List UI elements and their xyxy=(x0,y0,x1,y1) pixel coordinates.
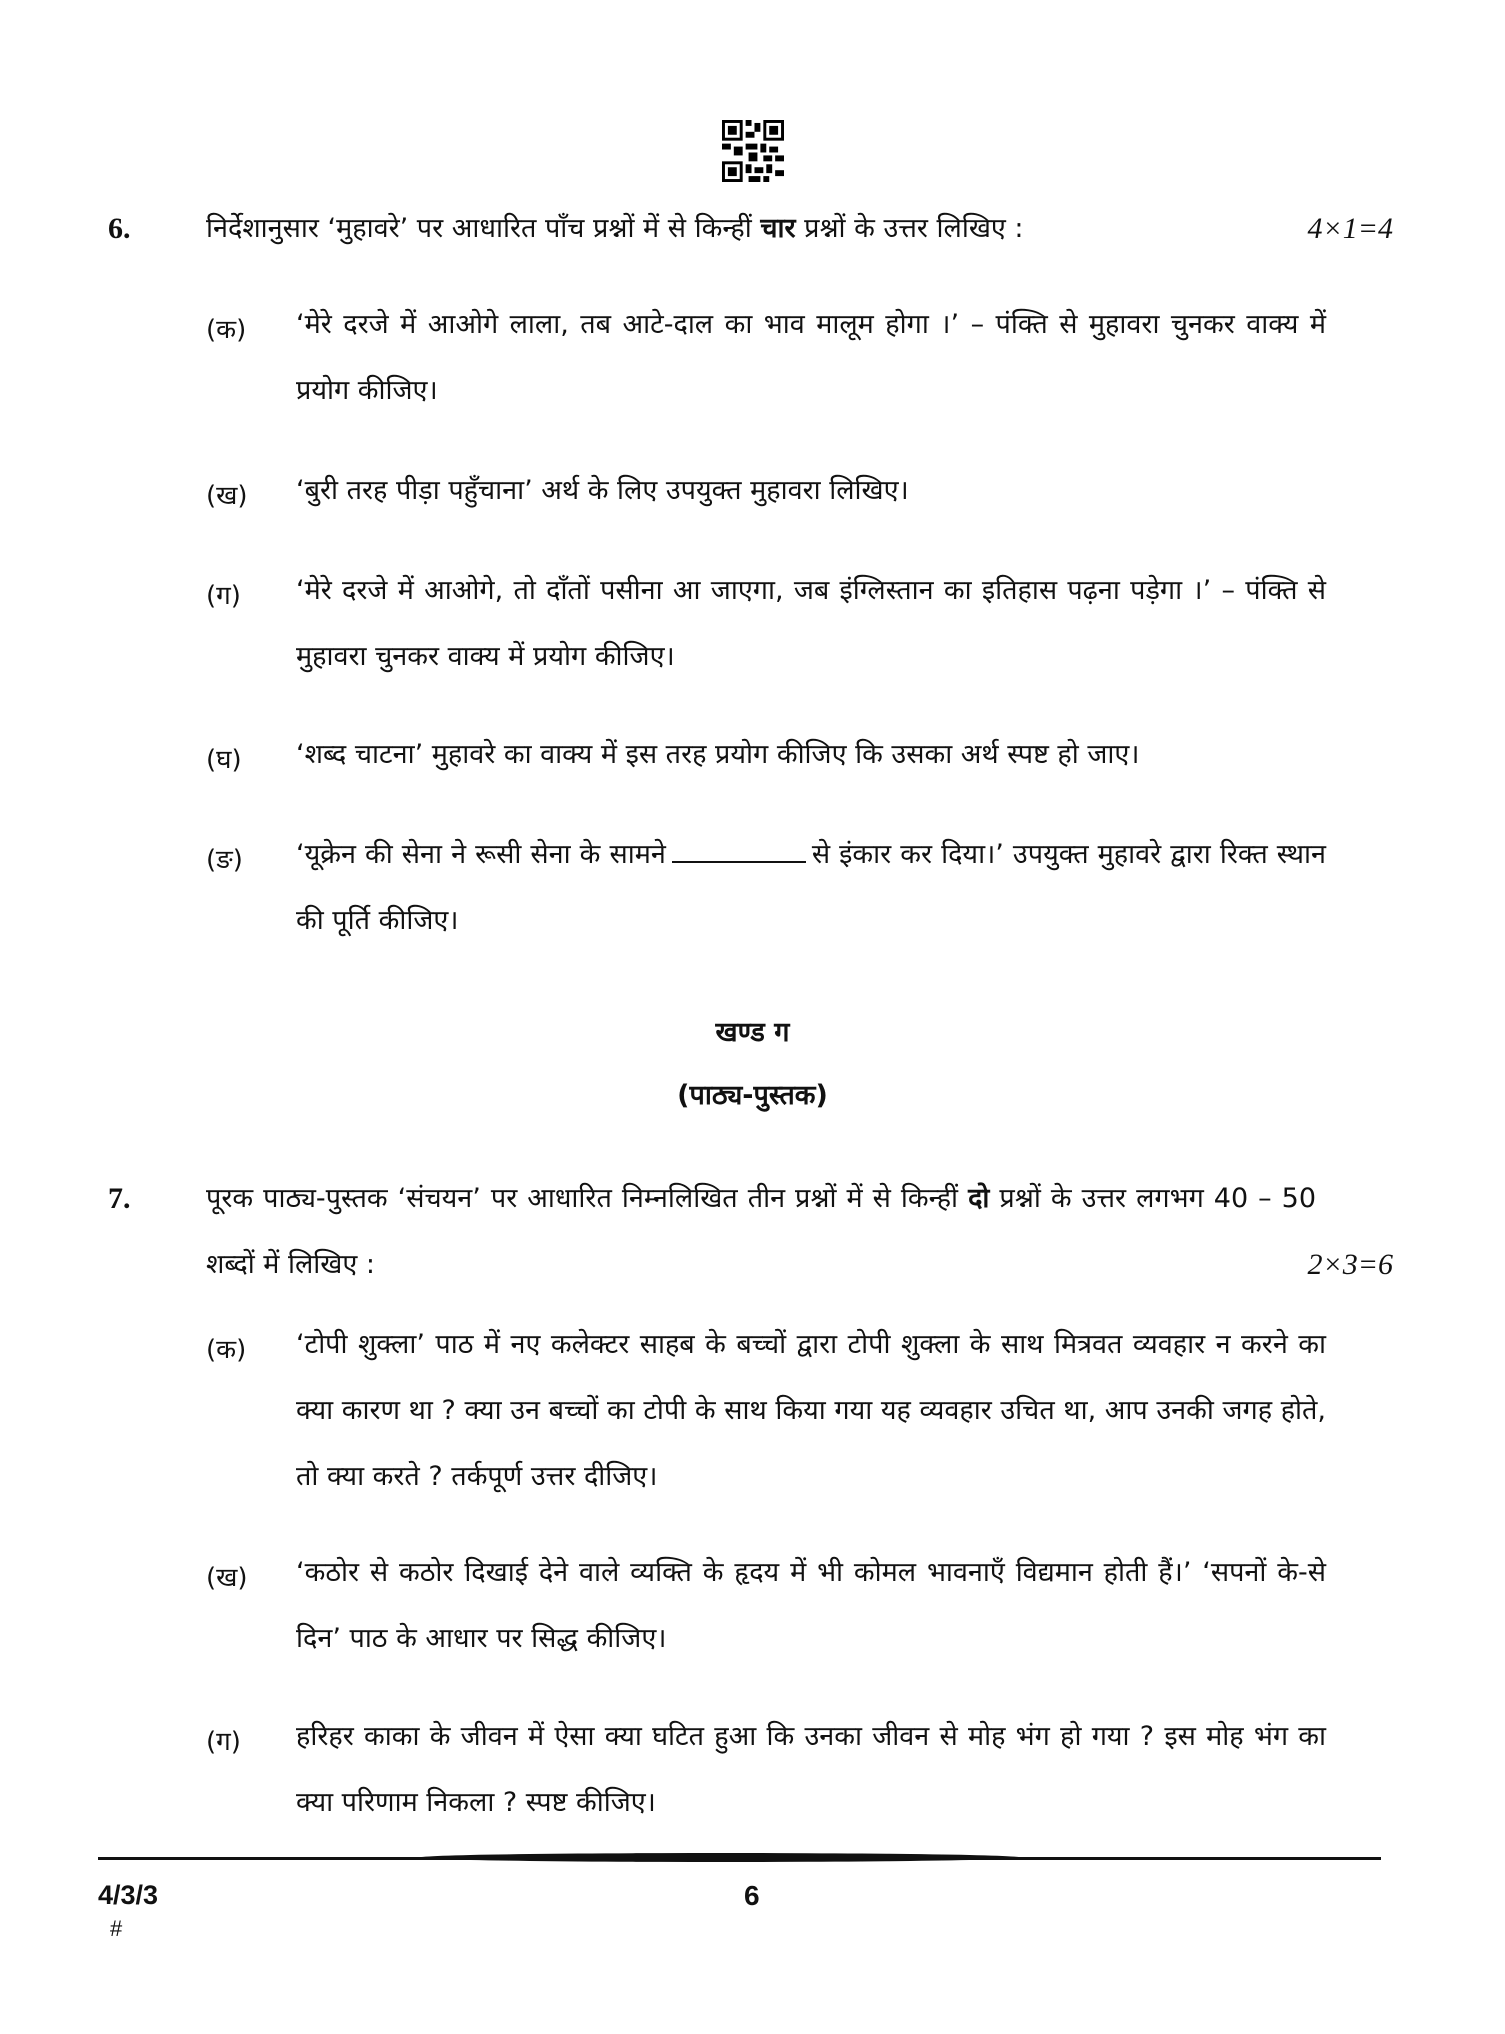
footer-divider-accent xyxy=(420,1853,1020,1862)
fill-in-text-start: ‘यूक्रेन की सेना ने रूसी सेना के सामने xyxy=(296,839,666,870)
question-7-prompt-text: पूरक पाठ्य-पुस्तक ‘संचयन’ पर आधारित निम्नलिखित तीन प्रश्नों में से किन्हीं xyxy=(206,1183,969,1214)
qr-code-icon xyxy=(722,120,784,182)
question-6-part-nga xyxy=(296,822,1326,954)
fill-in-blank xyxy=(672,839,806,863)
question-6-part-gha: ‘शब्द चाटना’ मुहावरे का वाक्य में इस तरह प्रयोग कीजिए कि उसका अर्थ स्पष्ट हो जाए। xyxy=(296,739,1140,770)
question-7-part-ga: हरिहर काका के जीवन में ऐसा क्या घटित हुआ कि उनका जीवन से मोह भंग हो गया ? इस मोह भंग का क्या परिणाम निकला ? स्पष्ट कीजिए। xyxy=(296,1721,1326,1818)
question-6-part-label: (घ) xyxy=(206,745,242,775)
question-7-part-kha: ‘कठोर से कठोर दिखाई देने वाले व्यक्ति के हृदय में भी कोमल भावनाएँ विद्यमान होती हैं।’ ‘सपनों के-से दिन’ पाठ के आधार पर सिद्ध कीजिए। xyxy=(296,1557,1326,1654)
question-7-number: 7. xyxy=(108,1182,131,1215)
question-7-prompt-emphasis: दो xyxy=(968,1183,990,1214)
section-subtitle: (पाठ्य-पुस्तक) xyxy=(677,1080,828,1111)
question-6-number: 6. xyxy=(108,212,131,245)
question-6-marks: 4×1=4 xyxy=(1307,212,1393,245)
question-7-part-label: (क) xyxy=(206,1335,247,1365)
question-6-part-label: (क) xyxy=(206,315,247,345)
question-6-prompt xyxy=(206,196,1326,262)
question-7-part-ka: ‘टोपी शुक्ला’ पाठ में नए कलेक्टर साहब के बच्चों द्वारा टोपी शुक्ला के साथ मित्रवत व्यवहार न करने का क्या कारण था ? क्या उन बच्चों का टोपी के साथ किया गया यह व्यवहार उचित था, आप उनकी जगह होते, तो क्या करते ? तर्कपूर्ण उत्तर दीजिए। xyxy=(296,1329,1326,1492)
section-title: खण्ड ग xyxy=(715,1017,790,1048)
question-7-prompt xyxy=(206,1166,1316,1298)
footer-hash-mark: # xyxy=(110,1916,123,1941)
question-6-prompt-text-end: प्रश्नों के उत्तर लिखिए : xyxy=(795,213,1024,244)
question-6-part-label: (ङ) xyxy=(206,845,243,875)
fill-in-text-end: से इंकार कर दिया।’ उपयुक्त मुहावरे द्वारा रिक्त स्थान की पूर्ति कीजिए। xyxy=(296,839,1326,936)
question-6-part-label: (ग) xyxy=(206,581,241,611)
question-7-part-label: (ख) xyxy=(206,1563,248,1593)
question-7-part-label: (ग) xyxy=(206,1727,241,1757)
page-number: 6 xyxy=(744,1880,760,1911)
question-6-part-label: (ख) xyxy=(206,481,248,511)
question-6-part-ka: ‘मेरे दरजे में आओगे लाला, तब आटे-दाल का भाव मालूम होगा ।’ – पंक्ति से मुहावरा चुनकर वाक्य में प्रयोग कीजिए। xyxy=(296,309,1326,406)
question-7-marks: 2×3=6 xyxy=(1307,1248,1393,1281)
question-6-prompt-emphasis: चार xyxy=(760,213,796,244)
question-6-prompt-text: निर्देशानुसार ‘मुहावरे’ पर आधारित पाँच प्रश्नों में से किन्हीं xyxy=(206,213,761,244)
paper-code: 4/3/3 xyxy=(98,1880,159,1910)
question-6-part-ga: ‘मेरे दरजे में आओगे, तो दाँतों पसीना आ जाएगा, जब इंग्लिस्तान का इतिहास पढ़ना पड़ेगा ।’ – पंक्ति से मुहावरा चुनकर वाक्य में प्रयोग कीजिए। xyxy=(296,575,1326,672)
question-7-prompt-text-end: प्रश्नों के उत्तर लगभग 40 – 50 शब्दों में लिखिए : xyxy=(206,1183,1317,1280)
question-6-part-kha: ‘बुरी तरह पीड़ा पहुँचाना’ अर्थ के लिए उपयुक्त मुहावरा लिखिए। xyxy=(296,475,909,506)
